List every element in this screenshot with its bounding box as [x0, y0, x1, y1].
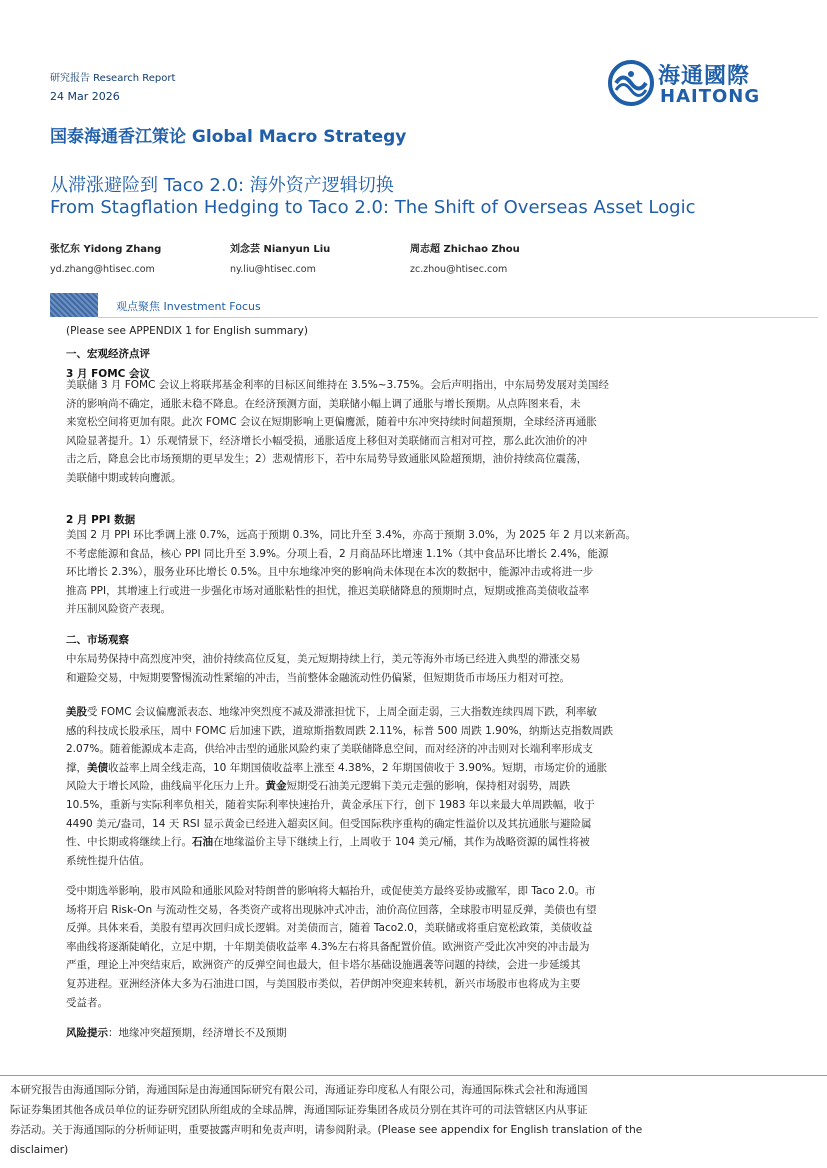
focus-divider [98, 317, 818, 318]
text-line: 美国 2 月 PPI 环比季调上涨 0.7%，远高于预期 0.3%，同比升至 3.4%，亦高于预期 3.0%，为 2025 年 2 月以来新高。 [66, 529, 637, 541]
text-segment: 在地缘溢价主导下继续上行，上周收于 104 美元/桶，其作为战略资源的属性将被 [213, 836, 590, 849]
section-heading: 二、市场观察 [66, 634, 129, 646]
ust-label: 美债 [87, 761, 108, 774]
text-line [66, 777, 766, 796]
fomc-paragraph [66, 376, 766, 488]
text-line: 严重，理论上冲突结束后，欧洲资产的反弹空间也最大，但卡塔尔基础设施遇袭等问题的持续，会进一步延缓其 [66, 959, 581, 972]
text-line: 4490 美元/盎司，14 天 RSI 显示黄金已经进入超卖区间。但受国际秩序重构的确定性溢价以及其抗通胀与避险属 [66, 817, 592, 830]
gold-label: 黄金 [265, 780, 287, 793]
text-line: 际证券集团其他各成员单位的证券研究团队所组成的全球品牌，海通国际证券集团各成员分别在其许可的司法管辖区内从事证 [10, 1104, 588, 1116]
appendix-note: (Please see APPENDIX 1 for English summary) [66, 325, 308, 337]
report-type: 研究报告 Research Report [50, 73, 176, 84]
risk-text: ：地缘冲突超预期，经济增长不及预期 [108, 1027, 287, 1039]
text-line: 本研究报告由海通国际分销，海通国际是由海通国际研究有限公司，海通证券印度私人有限公司，海通国际株式会社和海通国 [10, 1084, 588, 1096]
author-name: 刘念芸 Nianyun Liu [230, 244, 331, 255]
focus-marker [50, 293, 98, 317]
text-segment: 撑， [66, 761, 87, 774]
text-line: disclaimer) [10, 1144, 69, 1156]
text-line: 推高 PPI，其增速上行或进一步强化市场对通胀粘性的担忧，推迟美联储降息的预期时点，短期或推高美债收益率 [66, 584, 590, 597]
outlook-paragraph [66, 882, 766, 1012]
logo-text-cn: 海通國際 [658, 64, 751, 89]
text-line [66, 833, 766, 852]
risk-label: 风险提示 [66, 1027, 108, 1039]
text-line: 击之后，降息会比市场预期的更早发生；2）悲观情形下，若中东局势导致通胀风险超预期，油价持续高位震荡， [66, 453, 588, 466]
text-line: 10.5%，重新与实际利率负相关，随着实际利率快速抬升，黄金承压下行，创下 1983 年以来最大单周跌幅，收于 [66, 798, 595, 811]
text-line: 来宽松空间将更加有限。此次 FOMC 会议在短期影响上更偏鹰派，随着中东冲突持续时间超预期，全球经济再通胀 [66, 416, 597, 429]
market-paragraph [66, 703, 766, 870]
report-title-cn: 从滞涨避险到 Taco 2.0: 海外资产逻辑切换 [50, 175, 394, 196]
text-line: 复苏进程。亚洲经济体大多为石油进口国，与美国股市类似，若伊朗冲突迎来转机，新兴市场股市也将成为主要 [66, 977, 581, 990]
subsection-heading: 2 月 PPI 数据 [66, 514, 136, 526]
text-line: 风险显著提升。1）乐观情景下，经济增长小幅受损，通胀适度上移但对美联储而言相对可控，那么此次油价的冲 [66, 434, 588, 447]
market-intro-paragraph [66, 650, 766, 687]
author-name: 周志超 Zhichao Zhou [410, 244, 520, 255]
haitong-logo [608, 58, 773, 108]
text-line: 系统性提升估值。 [66, 854, 150, 867]
text-segment: 受 FOMC 会议偏鹰派表态、地缘冲突烈度不减及滞涨担忧下，上周全面走弱，三大指数连续四周下跌，利率敏 [87, 706, 597, 718]
text-line: 场将开启 Risk-On 与流动性交易，各类资产或将出现脉冲式冲击，油价高位回落，全球股市明显反弹，美债也有望 [66, 903, 597, 916]
text-line: 和避险交易，中短期要警惕流动性紧缩的冲击，当前整体金融流动性仍偏紧，但短期货币市场压力相对可控。 [66, 671, 570, 684]
text-line [66, 759, 766, 778]
text-segment: 短期受石油美元逻辑下美元走强的影响，保持相对弱势，周跌 [286, 780, 570, 793]
text-line: 美联储中期或转向鹰派。 [66, 471, 182, 484]
logo-text-en: HAITONG [660, 86, 761, 107]
text-segment: 性、中长期或将继续上行。 [66, 836, 192, 849]
text-line: 济的影响尚不确定，通胀未稳不降息。在经济预测方面，美联储小幅上调了通胀与增长预期。从点阵图来看，未 [66, 397, 581, 410]
haitong-logo-icon [608, 60, 654, 106]
text-line: 并压制风险资产表现。 [66, 603, 171, 616]
risk-note [66, 1024, 287, 1043]
report-title-en: From Stagflation Hedging to Taco 2.0: The Shift of Overseas Asset Logic [50, 197, 696, 218]
text-line: 环比增长 2.3%），服务业环比增长 0.5%。且中东地缘冲突的影响尚未体现在本次的数据中，能源冲击或将进一步 [66, 566, 594, 579]
ppi-paragraph [66, 526, 766, 619]
text-line: 券活动。关于海通国际的分析师证明，重要披露声明和免责声明，请参阅附录。(Please see appendix for English translation of the [10, 1124, 643, 1136]
subsection-heading: 3 月 FOMC 会议 [66, 368, 151, 380]
text-line [66, 703, 766, 722]
text-line: 2.07%。随着能源成本走高，供给冲击型的通胀风险约束了美联储降息空间，而对经济的冲击则对长端利率形成支 [66, 743, 593, 756]
disclaimer [10, 1080, 820, 1160]
author-name: 张忆东 Yidong Zhang [50, 244, 162, 255]
oil-label: 石油 [192, 836, 213, 849]
author-email[interactable]: ny.liu@htisec.com [230, 264, 316, 275]
us-equity-label: 美股 [66, 706, 87, 718]
text-line: 中东局势保持中高烈度冲突，油价持续高位反复，美元短期持续上行，美元等海外市场已经进入典型的滞涨交易 [66, 653, 581, 665]
text-line: 受中期选举影响，股市风险和通胀风险对特朗普的影响将大幅抬升，或促使美方最终妥协或撤军，即 Taco 2.0。市 [66, 885, 596, 897]
text-segment: 收益率上周全线走高，10 年期国债收益率上涨至 4.38%，2 年期国债收于 3.90%。短期，市场定价的通胀 [108, 761, 608, 774]
author-email[interactable]: zc.zhou@htisec.com [410, 264, 508, 275]
section-heading: 一、宏观经济点评 [66, 348, 150, 360]
text-segment: 风险大于增长风险，曲线扁平化压力上升。 [66, 780, 266, 793]
text-line: 不考虑能源和食品，核心 PPI 同比升至 3.9%。分项上看，2 月商品环比增速 1.1%（其中食品环比增长 2.4%，能源 [66, 547, 609, 560]
focus-label: 观点聚焦 Investment Focus [116, 300, 261, 313]
text-line: 感的科技成长股承压，周中 FOMC 后加速下跌，道琼斯指数周跌 2.11%，标普 500 周跌 1.90%，纳斯达克指数周跌 [66, 724, 613, 737]
text-line: 率曲线将逐渐陡峭化，立足中期，十年期美债收益率 4.3%左右将具备配置价值。欧洲资产受此次冲突的冲击最为 [66, 940, 590, 953]
footer-divider [0, 1075, 827, 1076]
text-line: 受益者。 [66, 996, 108, 1009]
author-email[interactable]: yd.zhang@htisec.com [50, 264, 155, 275]
text-line: 美联储 3 月 FOMC 会议上将联邦基金利率的目标区间维持在 3.5%~3.75%。会后声明指出，中东局势发展对美国经 [66, 379, 609, 391]
text-line: 反弹。具体来看，美股有望再次回归成长逻辑。对美债而言，随着 Taco2.0，美联储或将重启宽松政策，美债收益 [66, 922, 593, 935]
report-date: 24 Mar 2026 [50, 90, 120, 103]
series-title: 国泰海通香江策论 Global Macro Strategy [50, 127, 407, 147]
